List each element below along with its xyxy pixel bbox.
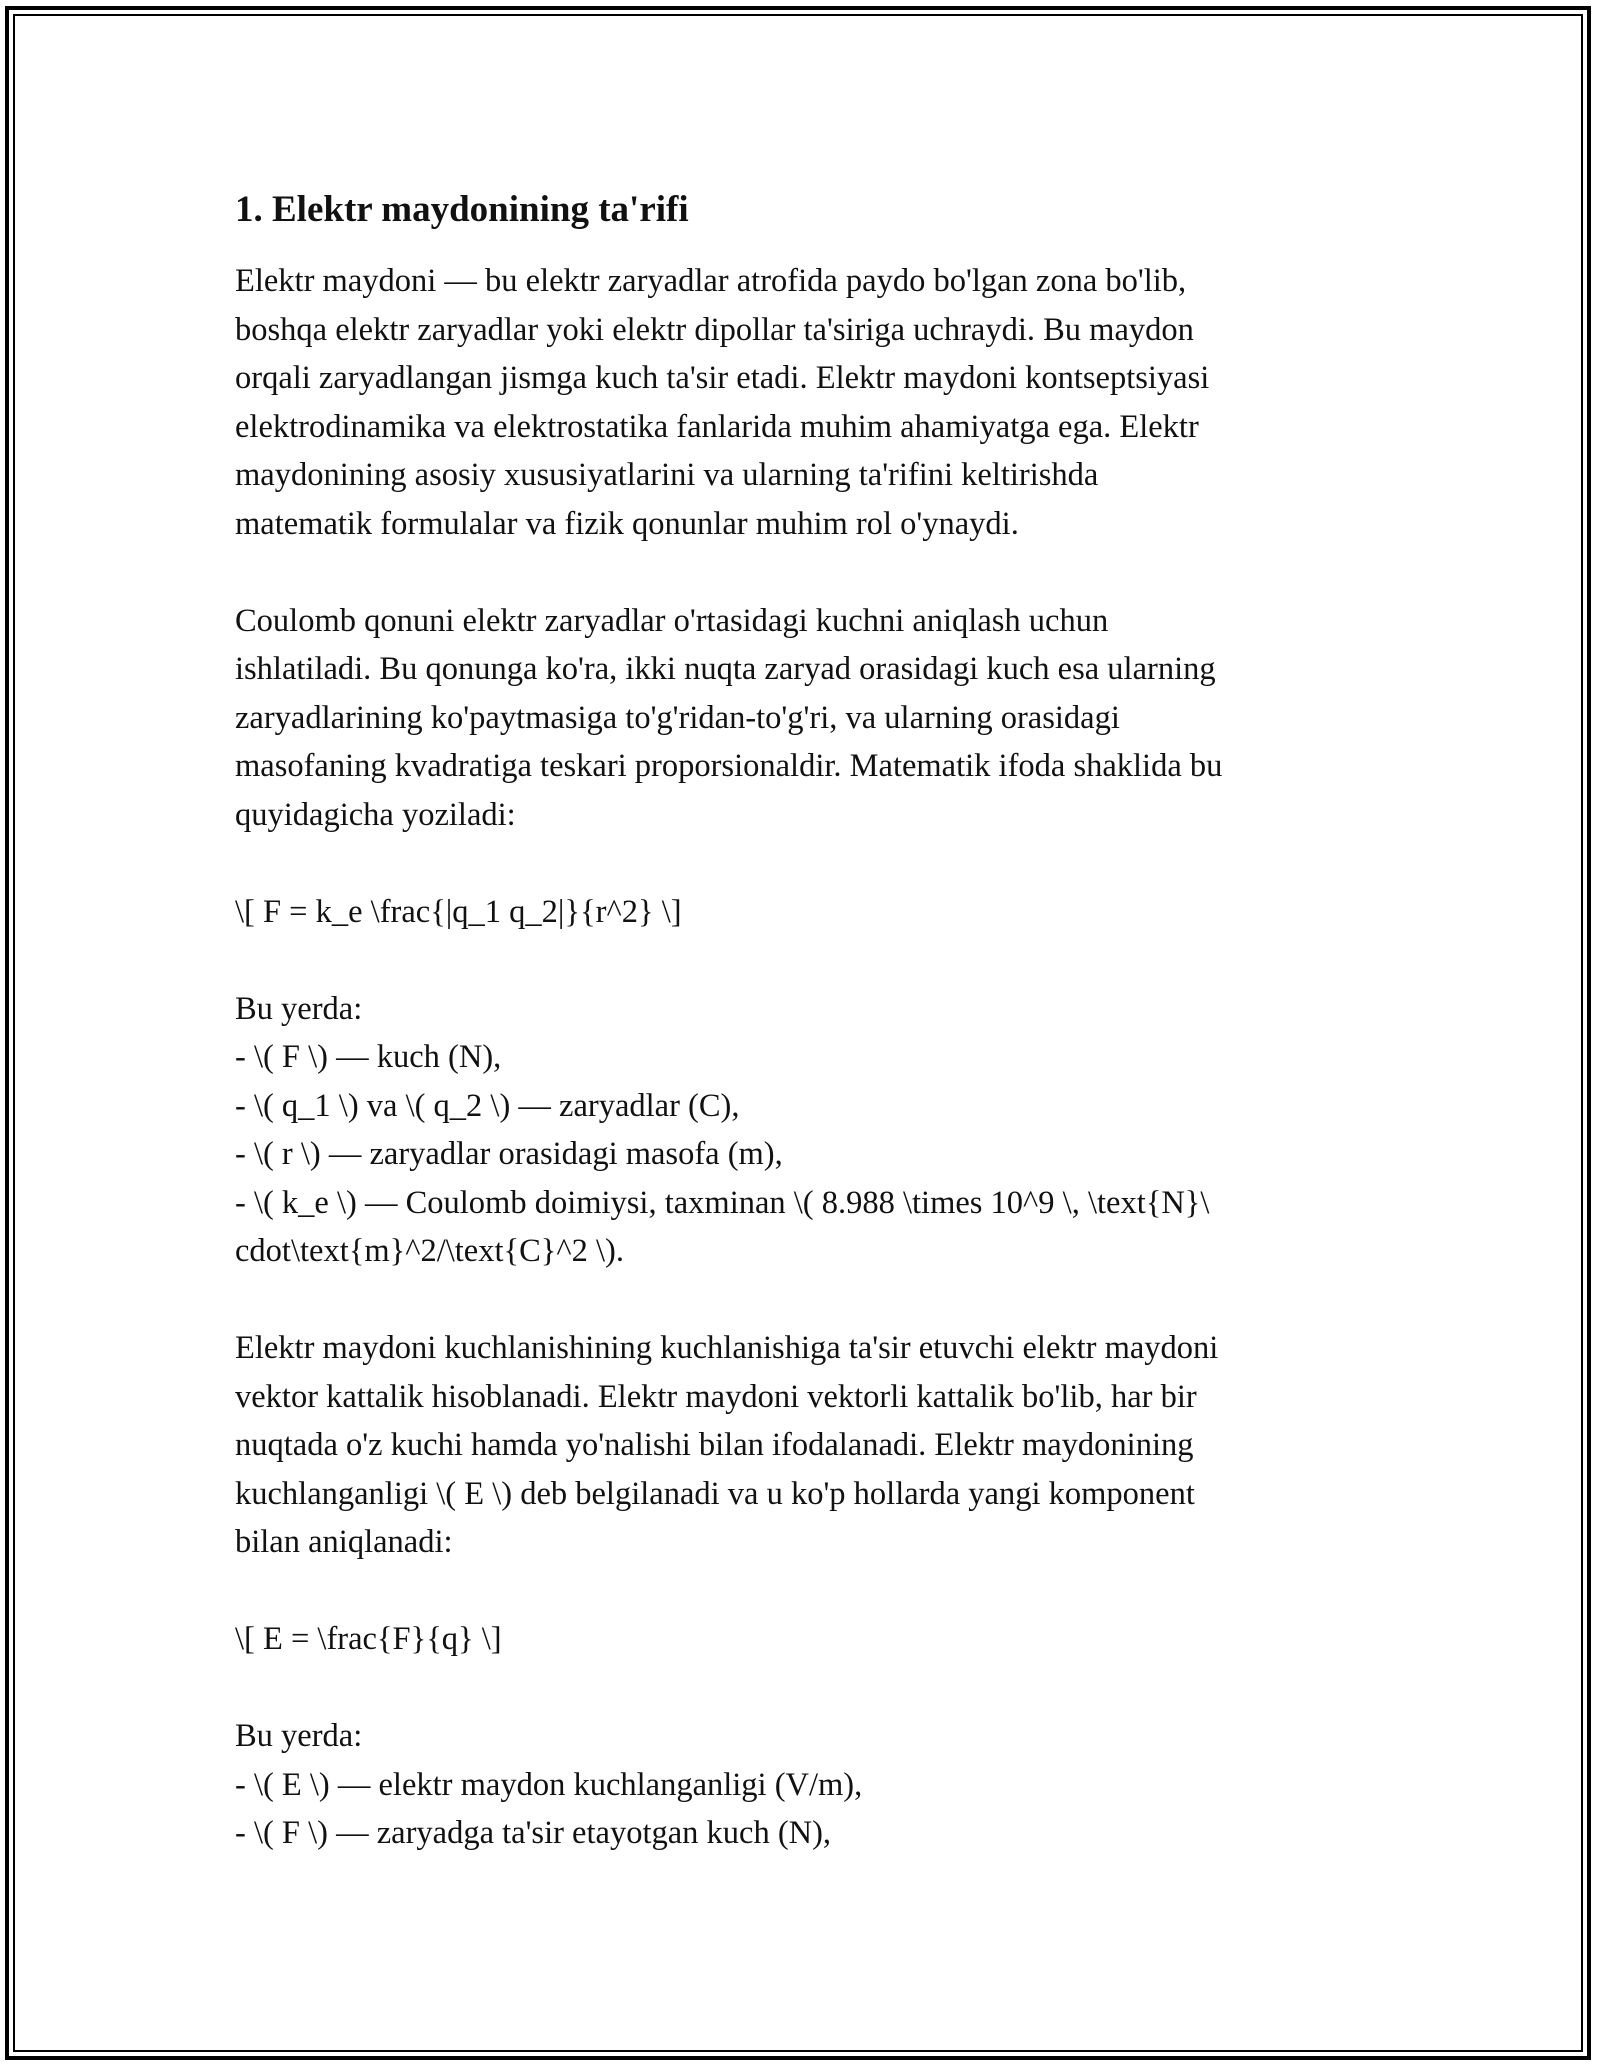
document-body	[235, 185, 1375, 1858]
variable-list-coulomb: Bu yerda: - \( F \) — kuch (N), - \( q_1 \) va \( q_2 \) — zaryadlar (C), - \( r \) — zaryadlar orasidagi masofa (m), - \( k_e \) — Coulomb doimiysi, taxminan \( 8.988 \times 10^9 \, \text{N}\ cdot\text{m}^2/\text{C}^2 \).	[235, 990, 1210, 1269]
paragraph-gap	[235, 839, 1375, 888]
paragraph-electric-field-definition: Elektr maydoni — bu elektr zaryadlar atrofida paydo bo'lgan zona bo'lib, boshqa elektr zaryadlar yoki elektr dipollar ta'siriga uchraydi. Bu maydon orqali zaryadlangan jismga kuch ta'sir etadi. Elektr maydoni kontseptsiyasi elektrodinamika va elektrostatika fanlarida muhim ahamiyatga ega. Elektr maydonining asosiy xususiyatlarini va ularning ta'rifini keltirishda matematik formulalar va fizik qonunlar muhim rol o'ynaydi.	[235, 263, 1210, 542]
formula-coulomb: \[ F = k_e \frac{|q_1 q_2|}{r^2} \]	[235, 893, 682, 930]
paragraph-gap	[235, 1276, 1375, 1325]
section-title: 1. Elektr maydonining ta'rifi	[235, 189, 689, 230]
paragraph-gap	[235, 1664, 1375, 1713]
paragraph-gap	[235, 1567, 1375, 1616]
variable-list-field-strength: Bu yerda: - \( E \) — elektr maydon kuchlanganligi (V/m), - \( F \) — zaryadga ta'sir etayotgan kuch (N),	[235, 1718, 863, 1851]
paragraph-gap	[235, 548, 1375, 597]
paragraph-gap	[235, 936, 1375, 985]
paragraph-field-strength: Elektr maydoni kuchlanishining kuchlanishiga ta'sir etuvchi elektr maydoni vektor kattalik hisoblanadi. Elektr maydoni vektorli kattalik bo'lib, har bir nuqtada o'z kuchi hamda yo'nalishi bilan ifodalanadi. Elektr maydonining kuchlanganligi \( E \) deb belgilanadi va u ko'p hollarda yangi komponent bilan aniqlanadi:	[235, 1330, 1219, 1560]
formula-field-strength: \[ E = \frac{F}{q} \]	[235, 1621, 502, 1657]
paragraph-coulomb-law: Coulomb qonuni elektr zaryadlar o'rtasidagi kuchni aniqlash uchun ishlatiladi. Bu qonunga ko'ra, ikki nuqta zaryad orasidagi kuch esa ularning zaryadlarining ko'paytmasiga to'g'ridan-to'g'ri, va ularning orasidagi masofaning kvadratiga teskari proporsionaldir. Matematik ifoda shaklida bu quyidagicha yoziladi:	[235, 602, 1223, 833]
